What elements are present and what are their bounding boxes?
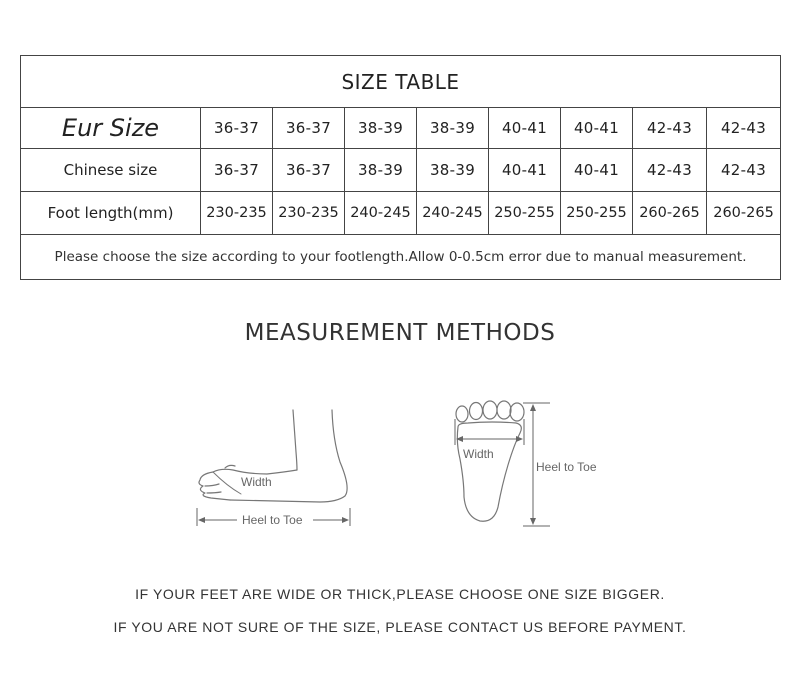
table-cell: 36-37 [201, 108, 273, 149]
table-cell: 38-39 [417, 108, 489, 149]
table-cell: 250-255 [489, 192, 561, 235]
table-cell: 36-37 [273, 108, 345, 149]
row-label-chinese-size: Chinese size [21, 149, 201, 192]
foot-top-view-icon [440, 393, 630, 533]
table-row-foot-length [21, 192, 781, 235]
table-cell: 240-245 [417, 192, 489, 235]
footer-note-contact: IF YOU ARE NOT SURE OF THE SIZE, PLEASE CONTACT US BEFORE PAYMENT. [113, 619, 687, 635]
side-view-length-label: Heel to Toe [242, 513, 303, 527]
foot-side-view-diagram [185, 400, 365, 540]
row-label-eur-size: Eur Size [21, 108, 201, 149]
foot-top-view-diagram [440, 393, 630, 533]
foot-side-view-icon [185, 400, 365, 540]
table-cell: 42-43 [633, 149, 707, 192]
table-cell: 40-41 [489, 149, 561, 192]
top-view-length-label: Heel to Toe [536, 460, 597, 474]
size-table [20, 55, 781, 280]
table-cell: 250-255 [561, 192, 633, 235]
table-cell: 230-235 [201, 192, 273, 235]
table-row-chinese-size [21, 149, 781, 192]
table-cell: 38-39 [345, 149, 417, 192]
table-cell: 38-39 [345, 108, 417, 149]
table-cell: 260-265 [707, 192, 781, 235]
table-cell: 42-43 [633, 108, 707, 149]
table-cell: 38-39 [417, 149, 489, 192]
size-table-title: SIZE TABLE [21, 56, 781, 108]
size-table-note: Please choose the size according to your footlength.Allow 0-0.5cm error due to manual measurement. [21, 235, 781, 280]
table-cell: 40-41 [561, 108, 633, 149]
table-cell: 240-245 [345, 192, 417, 235]
table-cell: 40-41 [561, 149, 633, 192]
table-cell: 36-37 [273, 149, 345, 192]
measurement-methods-title: MEASUREMENT METHODS [244, 320, 556, 346]
table-row-eur-size [21, 108, 781, 149]
row-label-foot-length: Foot length(mm) [21, 192, 201, 235]
table-cell: 260-265 [633, 192, 707, 235]
table-cell: 42-43 [707, 108, 781, 149]
top-view-width-label: Width [463, 447, 494, 461]
table-cell: 40-41 [489, 108, 561, 149]
table-cell: 230-235 [273, 192, 345, 235]
footer-note-wide-feet: IF YOUR FEET ARE WIDE OR THICK,PLEASE CHOOSE ONE SIZE BIGGER. [135, 586, 665, 602]
table-cell: 36-37 [201, 149, 273, 192]
table-cell: 42-43 [707, 149, 781, 192]
side-view-width-label: Width [241, 475, 272, 489]
